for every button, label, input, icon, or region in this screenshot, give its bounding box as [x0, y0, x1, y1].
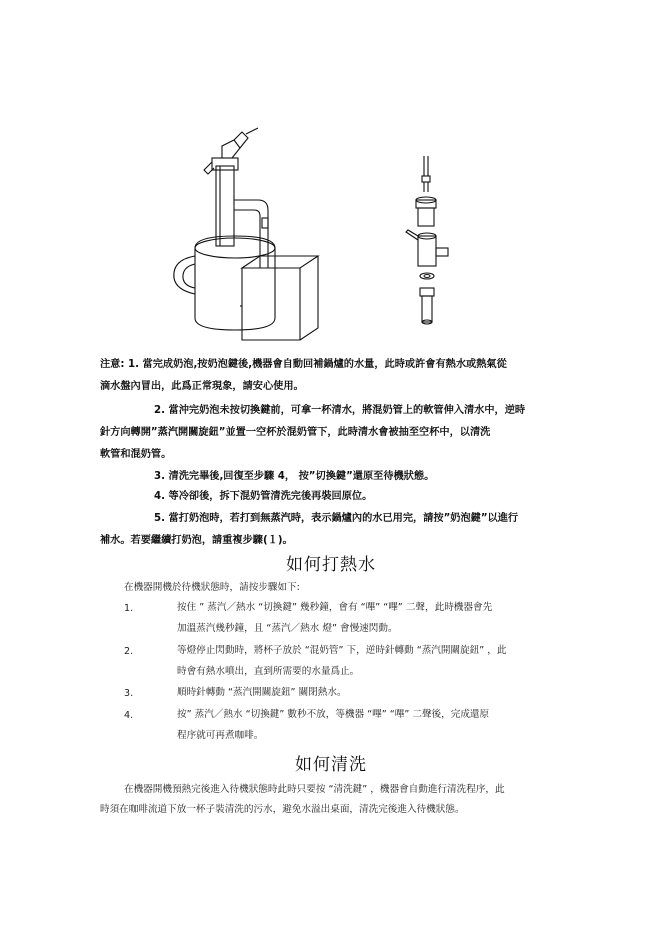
step-2-line-1: 等燈停止閃動時，將杯子放於 “混奶管” 下，逆時針轉動 “蒸汽開關旋鈕” ，此 — [177, 645, 507, 656]
frother-illustration — [150, 118, 490, 348]
hot-water-intro: 在機器開機於待機狀態時，請按步驟如下: — [124, 582, 300, 593]
cleaning-heading: 如何清洗 — [295, 755, 367, 775]
step-4-line-1: 按” 蒸汽／熱水 “切換鍵” 數秒不放，等機器 “嗶” “嗶” 二聲後，完成還原 — [177, 709, 490, 720]
note-5-line-1: 5. 當打奶泡時，若打到無蒸汽時，表示鍋爐內的水已用完，請按”奶泡鍵”以進行 — [154, 513, 519, 524]
note-label: 注意: — [100, 359, 125, 370]
step-3-line-1: 順時針轉動 “蒸汽開關旋鈕” 關閉熱水。 — [177, 687, 347, 698]
step-1-line-1: 按住 ” 蒸汽／熱水 “切換鍵” 幾秒鐘，會有 “嗶” “嗶” 二聲，此時機器會先 — [177, 602, 493, 613]
step-2-line-2: 時會有熱水噴出，直到所需要的水量爲止。 — [177, 666, 360, 677]
step-1-line-2: 加溫蒸汽幾秒鐘，且 “蒸汽／熱水 燈” 會慢速閃動。 — [177, 623, 398, 634]
note-3: 3. 清洗完畢後,回復至步驟 4， 按”切換鍵”還原至待機狀態。 — [154, 471, 435, 482]
step-4-number: 4. — [124, 710, 134, 721]
note-1-line-1 — [100, 354, 570, 376]
cleaning-line-1: 在機器開機預熱完後進入待機狀態時此時只要按 “清洗鍵” ，機器會自動進行清洗程序，此 — [124, 784, 505, 795]
hot-water-heading: 如何打熱水 — [286, 555, 376, 575]
water-box-drawing — [240, 256, 318, 340]
step-2-number: 2. — [124, 646, 134, 657]
note-2-line-2: 針方向轉開”蒸汽開關旋鈕”並置一空杯於混奶管下，此時清水會被抽至空杯中，以清洗 — [100, 427, 491, 438]
note-2-line-3: 軟管和混奶管。 — [100, 449, 172, 460]
note-5-line-2: 補水。若要繼續打奶泡，請重複步驟(１)。 — [100, 535, 293, 546]
note-2-line-1: 2. 當沖完奶泡未按切換鍵前，可拿一杯清水，將混奶管上的軟管伸入清水中，逆時 — [154, 405, 526, 416]
cleaning-line-2: 時須在咖啡流道下放一杯子裝清洗的污水，避免水溢出桌面，清洗完後進入待機狀態。 — [100, 804, 465, 815]
step-4-line-2: 程序就可再煮咖啡。 — [177, 730, 264, 741]
note-4: 4. 等冷卻後，拆下混奶管清洗完後再裝回原位。 — [154, 491, 373, 502]
note-1-text: 1. 當完成奶泡,按奶泡鍵後,機器會自動回補鍋爐的水量，此時或許會有熱水或熱氣從 — [128, 359, 507, 370]
step-3-number: 3. — [124, 688, 134, 699]
step-1-number: 1. — [124, 603, 134, 614]
note-1-line-2: 滴水盤內冒出，此爲正常現象，請安心使用。 — [100, 381, 304, 392]
steam-wand-drawing — [204, 128, 268, 268]
exploded-parts-drawing — [406, 156, 448, 324]
